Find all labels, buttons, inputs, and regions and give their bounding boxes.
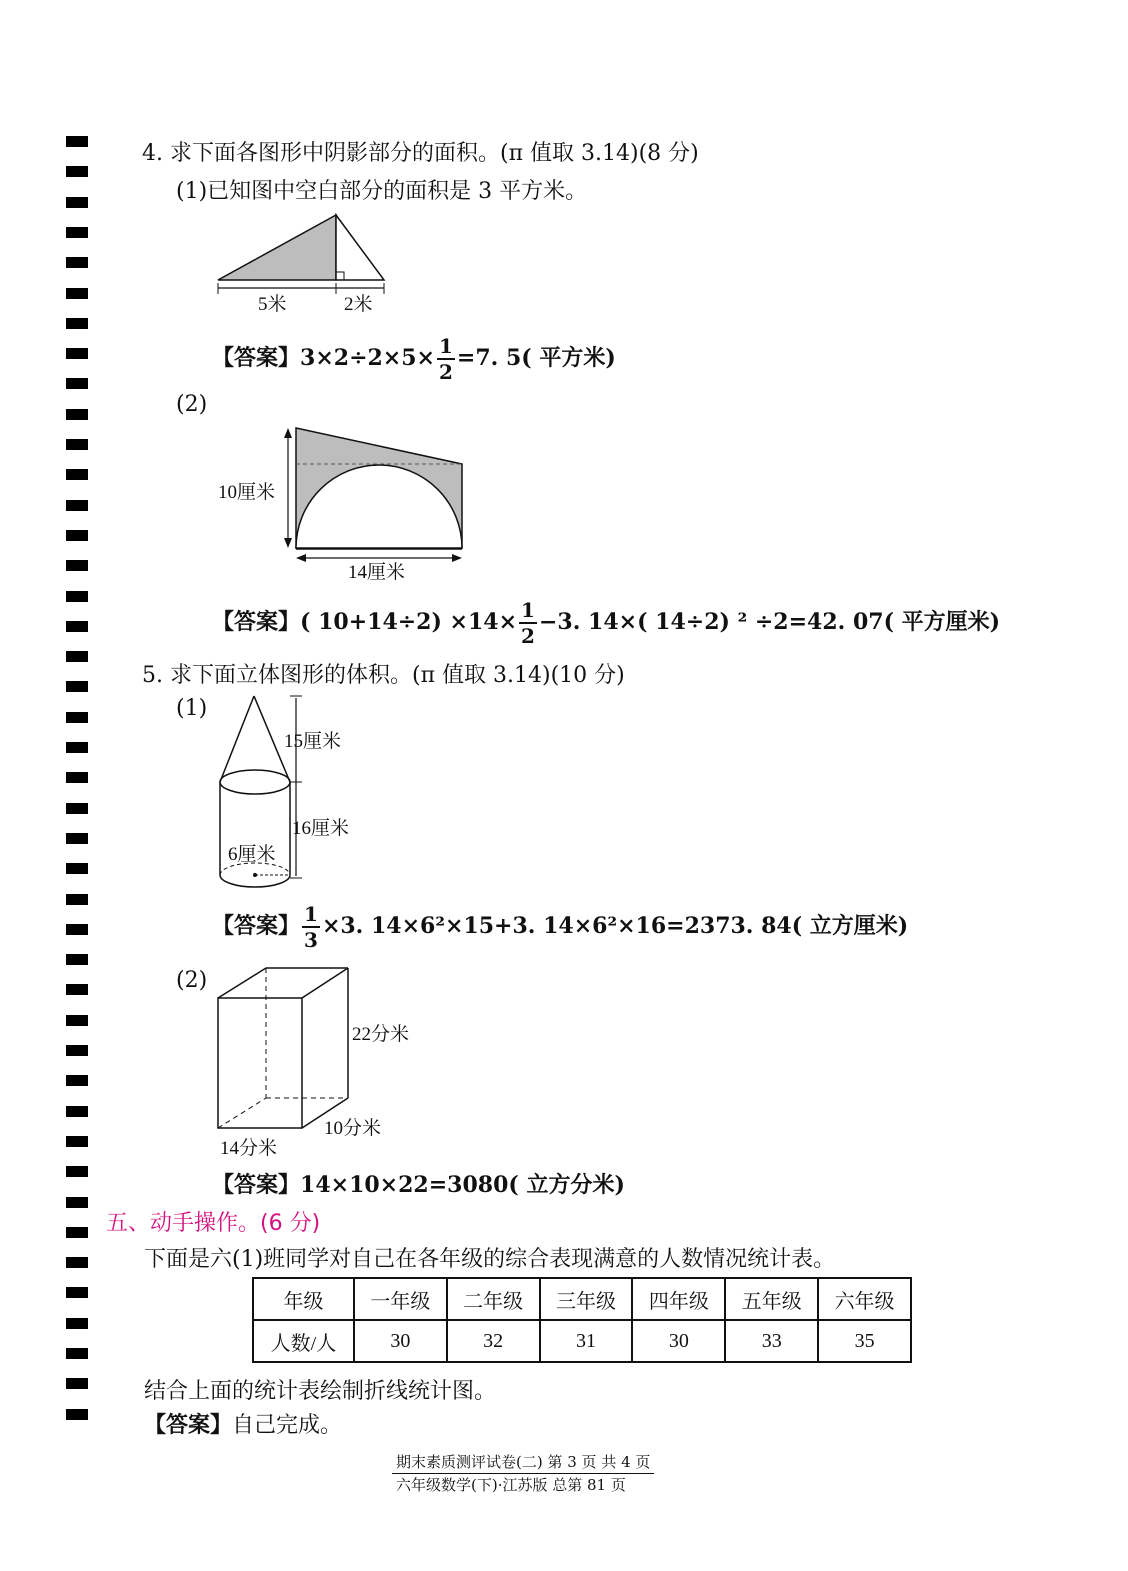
binding-mark [66,1045,88,1056]
binding-mark [66,1106,88,1117]
table-cell: 四年级 [632,1278,725,1320]
binding-mark [66,288,88,299]
binding-mark [66,651,88,662]
binding-mark [66,894,88,905]
binding-mark [66,560,88,571]
answer-result: 14×10×22=3080( 立方分米) [300,1172,625,1198]
label-10cm: 10厘米 [218,482,276,503]
binding-mark [66,712,88,723]
q4-p1-triangle-figure [210,210,400,320]
binding-mark [66,136,88,147]
binding-mark [66,197,88,208]
q5-p2-cuboid-figure [210,962,430,1162]
binding-mark [66,863,88,874]
table-row [253,1320,911,1362]
table-cell: 人数/人 [253,1320,354,1362]
answer-result: ×3. 14×6²×15+3. 14×6²×16=2373. 84( 立方厘米) [321,913,909,939]
binding-mark [66,803,88,814]
footer-line2: 六年级数学(下)·江苏版 总第 81 页 [396,1476,626,1494]
binding-mark [66,1348,88,1359]
binding-mark [66,500,88,511]
binding-mark [66,1227,88,1238]
answer-expr: ( 10+14÷2) ×14× [300,609,518,635]
table-cell: 31 [540,1320,633,1362]
binding-mark [66,1287,88,1298]
table-cell: 30 [354,1320,447,1362]
answer-text: 自己完成。 [232,1413,343,1438]
q5-p1-prompt: (1) [176,696,208,721]
binding-mark [66,1378,88,1389]
binding-mark [66,166,88,177]
binding-mark [66,348,88,359]
table-cell: 32 [447,1320,540,1362]
binding-mark [66,1015,88,1026]
binding-mark [66,257,88,268]
binding-mark [66,1318,88,1329]
table-cell: 33 [725,1320,818,1362]
binding-mark [66,772,88,783]
label-10dm: 10分米 [324,1118,382,1139]
binding-mark [66,439,88,450]
binding-mark [66,742,88,753]
label-16cm: 16厘米 [292,818,350,839]
label-5m: 5米 [258,294,287,315]
q5-p2-prompt: (2) [176,968,208,993]
section5-answer [144,1408,342,1439]
section5-task: 结合上面的统计表绘制折线统计图。 [144,1379,497,1404]
binding-mark [66,409,88,420]
q4-p2-semicircle-figure [210,418,480,588]
binding-mark [66,469,88,480]
footer-line1: 期末素质测评试卷(二) 第 3 页 共 4 页 [392,1451,654,1474]
q4-p1-answer: 【答案】3×2÷2×5× $\frac{1}{2}$ =7. 5( 平方米) [212,334,616,384]
q4-p2-answer: 【答案】( 10+14÷2) ×14× $\frac{1}{2}$ −3. 14×( 14÷2) ² ÷2=42. 07( 平方厘米) [212,598,1001,648]
answer-prefix: 【答案】 [212,609,301,635]
binding-mark [66,318,88,329]
table-cell: 35 [818,1320,911,1362]
binding-mark [66,1075,88,1086]
answer-prefix: 【答案】 [212,913,301,939]
q4-p1-prompt: (1)已知图中空白部分的面积是 3 平方米。 [176,179,588,204]
label-22dm: 22分米 [352,1024,410,1045]
answer-prefix: 【答案】 [212,1172,301,1198]
table-cell: 三年级 [540,1278,633,1320]
q5-p1-cone-cylinder-figure [210,692,390,897]
binding-mark [66,1136,88,1147]
table-cell: 一年级 [354,1278,447,1320]
binding-mark [66,227,88,238]
table-cell: 二年级 [447,1278,540,1320]
shaded-triangle [218,215,336,280]
q4-title: 4. 求下面各图形中阴影部分的面积。(π 值取 3.14)(8 分) [142,141,699,166]
answer-result: −3. 14×( 14÷2) ² ÷2=42. 07( 平方厘米) [538,609,1001,635]
blank-triangle [336,215,384,280]
binding-mark [66,984,88,995]
label-14dm: 14分米 [220,1138,278,1159]
table-header-row [253,1278,911,1320]
label-2m: 2米 [344,294,373,315]
q5-p1-answer: 【答案】 $\frac{1}{3}$ ×3. 14×6²×15+3. 14×6²×16=2373. 84( 立方厘米) [212,902,909,952]
binding-mark [66,924,88,935]
q5-p2-answer [212,1168,625,1199]
table-cell: 年级 [253,1278,354,1320]
binding-mark [66,591,88,602]
section5-intro: 下面是六(1)班同学对自己在各年级的综合表现满意的人数情况统计表。 [144,1247,836,1272]
table-cell: 30 [632,1320,725,1362]
binding-mark [66,1166,88,1177]
binding-mark [66,833,88,844]
binding-mark [66,1197,88,1208]
binding-mark [66,1257,88,1268]
binding-mark [66,954,88,965]
q5-title: 5. 求下面立体图形的体积。(π 值取 3.14)(10 分) [142,663,625,688]
table-cell: 六年级 [818,1278,911,1320]
binding-mark [66,378,88,389]
binding-mark [66,621,88,632]
label-6cm: 6厘米 [228,844,276,865]
answer-result: =7. 5( 平方米) [456,345,616,371]
label-14cm: 14厘米 [348,562,406,583]
stats-table [252,1277,912,1363]
section5-title: 五、动手操作。(6 分) [106,1211,321,1236]
binding-mark [66,681,88,692]
answer-prefix: 【答案】 [144,1412,233,1438]
binding-mark [66,1409,88,1420]
answer-expr: 3×2÷2×5× [300,345,435,371]
q4-p2-prompt: (2) [176,392,208,417]
binding-mark [66,530,88,541]
table-cell: 五年级 [725,1278,818,1320]
label-15cm: 15厘米 [284,731,342,752]
answer-prefix: 【答案】 [212,345,301,371]
